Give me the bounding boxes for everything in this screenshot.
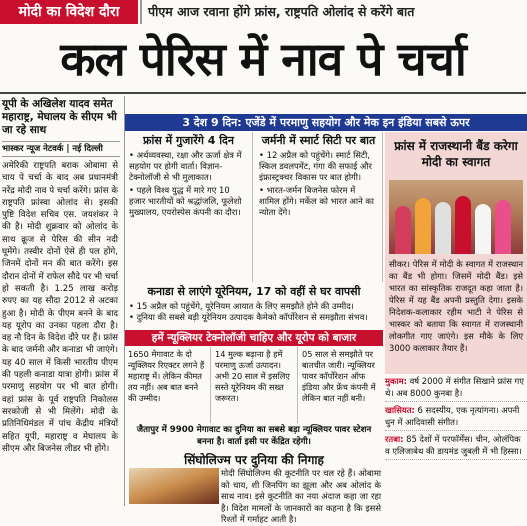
nuclear-col-1: 1650 मेगावाट के दो न्यूक्लियर रिएक्टर लगने हैं महाराष्ट्र में। लेकिन कीमत तय नहीं। अब बात बनने की उम्मीद। bbox=[125, 347, 211, 423]
list-item: • 12 अप्रैल को पहुंचेंगे। स्मार्ट सिटी, स्किल डवलपमेंट, गंगा की सफाई और इंफ्रास्ट्रक्चर विकास पर बात होगी। bbox=[259, 150, 372, 182]
person-figure bbox=[395, 206, 411, 254]
divider bbox=[0, 92, 526, 94]
band-photo bbox=[389, 180, 523, 254]
france-title: फ्रांस में गुजारेंगे 4 दिन bbox=[142, 134, 234, 147]
main-headline: कल पेरिस में नाव पे चर्चा bbox=[60, 32, 466, 86]
nuclear-col-2: 14 मुल्क बढ़ाना है हमें परमाणु ऊर्जा उत्पादन। अभी 20 साल में इसलिए सस्ते यूरेनियम की सख्त जरूरत। bbox=[212, 347, 298, 423]
nuclear-col-3: 05 साल से समझौते पर बातचीत जारी। न्यूक्लियर पावर कॉर्पोरेशन ऑफ इंडिया और फ्रेंच कंपनी में लेकिन बात नहीं बनी। bbox=[302, 349, 376, 403]
person-figure bbox=[495, 200, 511, 254]
social-text: मोदी सिंघोलिज्म की कूटनीति पर चल रहे हैं। ओबामा को चाय, शी जिनपिंग का झूला और अब ओलांद के साथ नाव। इसे कूटनीति का नया अंदाज कहा जा रहा है। विदेश मामलों के जानकारों का कहना है कि इससे रिश्तों में गर्माहट आती है। bbox=[221, 468, 381, 524]
list-item: • पहले विश्व युद्ध में मारे गए 10 हजार भारतीयों को श्रद्धांजलि, फूलेशो मुख्यालय, एयरोस्पेस कंपनी का दौरा। bbox=[129, 185, 242, 217]
list-item: • दुनिया की सबसे बड़ी यूरेनियम उत्पादक कैमेको कॉर्पोरेशन से समझौता संभव। bbox=[129, 312, 368, 322]
left-story-title: यूपी के अखिलेश यादव समेत महाराष्ट्र, मेघालय के सीएम भी जा रहे साथ bbox=[2, 98, 117, 136]
canada-bullets bbox=[125, 301, 383, 327]
left-column bbox=[0, 96, 120, 506]
list-item: • 15 अप्रैल को पहुंचेंगे, यूरेनियम आयात के लिए समझौते होने की उम्मीद। bbox=[129, 301, 354, 311]
france-box bbox=[125, 132, 253, 282]
nuclear-footnote: जैतापुर में 9900 मेगावाट का दुनिया का सबसे बड़ा न्यूक्लियर पावर स्टेशन बनना है। वार्ता इसी पर केंद्रित रहेगी। bbox=[136, 425, 372, 447]
person-figure bbox=[475, 204, 491, 254]
main-area bbox=[124, 96, 526, 524]
left-story-body: अमेरिकी राष्ट्रपति बराक ओबामा से चाय पे चर्चा के बाद अब प्रधानमंत्री नरेंद्र मोदी नाव पे चर्चा करेंगे। फ्रांस के राष्ट्रपति फ्रांस्वा ओलांद से। इसकी पुष्टि विदेश सचिव एस. जयशंकर ने की है। मोदी शुक्रवार को ओलांद के साथ क्रूज से पेरिस की सीन नदी घूमेंगे। तस्वीर दोनों ऐसे ही पल होंगे, जिनमें दोनों मन की बात करेंगे। इस दौरान दोनों में राफेल सौदे पर भी चर्चा हो सकती है। 1.25 लाख करोड़ रुपए का यह सौदा 2012 से अटका हुआ है। मोदी के पीएम बनने के बाद यह यूरोप का उनका पहला दौरा है। वह नौ दिन के विदेश दौरे पर हैं। फ्रांस के बाद जर्मनी और कनाडा भी जाएंगे। यह 40 साल में किसी भारतीय पीएम की पहली कनाडा यात्रा होगी। फ्रांस में परमाणु सहयोग पर भी बात होगी। वहां फ्रांस के पूर्व राष्ट्रपति निकोलस सरकोजी से भी मिलेंगे। मोदी के प्रतिनिधिमंडल में पांच केंद्रीय मंत्रियों सहित यूपी, महाराष्ट्र व मेघालय के सीएम और बिजनेस लीडर भी होंगे। bbox=[2, 161, 118, 454]
band-box bbox=[385, 132, 527, 374]
top-subheadline: पीएम आज रवाना होंगे फ्रांस, राष्ट्रपति ओलांद से करेंगे बात bbox=[140, 0, 526, 24]
band-text: सीकर। पेरिस में मोदी के स्वागत में राजस्थान का बैंड भी होगा। जिसमें मोदी बैंड। इसे भारत का सांस्कृतिक राजदूत कहा जाता है। पेरिस में यह बैंड अपनी प्रस्तुति देगा। इसके निदेशक-कलाकार रहीम भाटी ने पेरिस से भास्कर को बताया कि स्वागत में राजस्थानी लोकगीत गाए जाएंगे। इस मौके के लिए 3000 कलाकार तैयार हैं। bbox=[389, 259, 523, 353]
person-figure bbox=[455, 196, 471, 254]
germany-title: जर्मनी में स्मार्ट सिटी पर बात bbox=[261, 134, 376, 147]
list-item: • अर्थव्यवस्था, रक्षा और ऊर्जा क्षेत्र में सहयोग पर होगी वार्ता। विज्ञान-टेक्नोलॉजी से भी मुलाकात। bbox=[129, 150, 242, 182]
agenda-banner: 3 देश 9 दिन: एजेंडे में परमाणु सहयोग और मेक इन इंडिया सबसे ऊपर bbox=[125, 114, 527, 131]
person-figure bbox=[435, 202, 451, 254]
germany-box bbox=[255, 132, 383, 282]
byline: भास्कर न्यूज नेटवर्क | नई दिल्ली bbox=[2, 141, 120, 157]
section-label: मोदी का विदेश दौरा bbox=[0, 0, 138, 24]
list-item: खासियत: 6 सदस्यीय, एक नृत्यांगना। अपनी धुन में आदिवासी संगीत। bbox=[385, 405, 527, 431]
nuclear-banner: हमें न्यूक्लियर टेक्नोलॉजी चाहिए और यूरोप को बाजार bbox=[125, 330, 383, 346]
canada-title: कनाडा से लाएंगे यूरेनियम, 17 को वहीं से घर वापसी bbox=[147, 285, 361, 298]
band-title: फ्रांस में राजस्थानी बैंड करेगा मोदी का स्वागत bbox=[394, 139, 518, 169]
band-facts bbox=[385, 376, 527, 506]
list-item: मुकाम: वर्ष 2000 में संगीत सिखाने फ्रांस गए थे। अब 8000 कुनबा है। bbox=[385, 376, 527, 402]
person-figure bbox=[415, 198, 431, 254]
social-photo bbox=[129, 468, 219, 504]
social-title: सिंघोलिज्म पर दुनिया की निगाह bbox=[184, 453, 324, 467]
list-item: रतबा: 85 देशों में परफॉर्मेंस। चीन, ओलंपिक व एलिजाबेथ की डायमंड जुबली में भी हिस्सा। bbox=[385, 434, 527, 460]
list-item: • भारत-जर्मन बिजनेस फोरम में शामिल होंगे। मर्केल को भारत आने का न्योता देंगे। bbox=[259, 185, 374, 217]
